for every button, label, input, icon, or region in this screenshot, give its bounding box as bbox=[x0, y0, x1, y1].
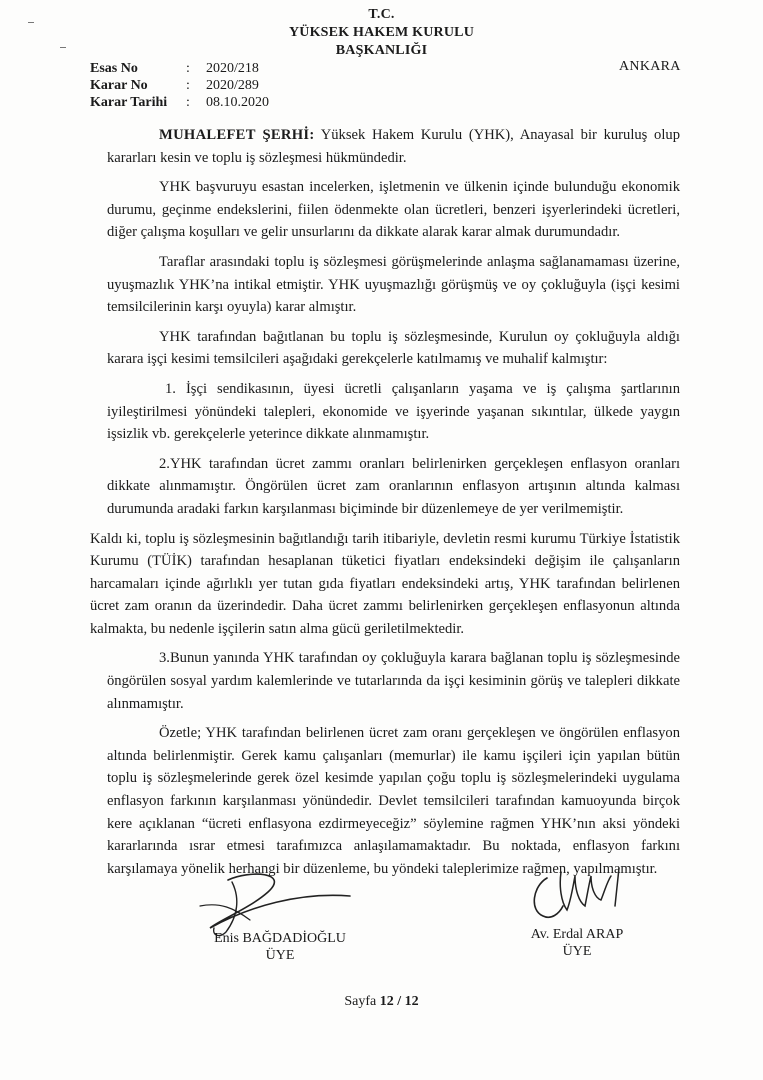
signer-role: ÜYE bbox=[562, 944, 592, 959]
list-item-2: 2.YHK tarafından ücret zammı oranları belirlenirken gerçekleşen enflasyon oranları dikkate alınmamıştır. Öngörülen ücret zam oranlarının enflasyon artışının altında kalması durumunda aradaki farkın karşılanması biçiminde bir düzenlemeye de yer verilmemiştir. bbox=[107, 455, 680, 517]
intro-title: MUHALEFET ŞERHİ: bbox=[159, 127, 315, 143]
page-number-prefix: Sayfa bbox=[344, 994, 380, 1009]
paragraph-4: YHK tarafından bağıtlanan bu toplu iş sözleşmesinde, Kurulun oy çokluğuyla aldığı karara işçi kesimi temsilcileri aşağıdaki gerekçelerle katılmamış ve muhalif kalmıştır: bbox=[107, 328, 680, 368]
signer-name: Av. Erdal ARAP bbox=[530, 927, 624, 942]
intro-text: Yüksek Hakem Kurulu (YHK), Anayasal bir kuruluş olup kararları kesin ve toplu iş sözleşmesi hükmündedir. bbox=[107, 127, 680, 166]
signature-block-left bbox=[200, 930, 360, 964]
meta-label: Karar No bbox=[90, 78, 148, 93]
signature-right-icon bbox=[515, 862, 630, 932]
meta-value: 08.10.2020 bbox=[206, 95, 269, 110]
meta-colon: : bbox=[186, 95, 190, 110]
header-line-1: T.C. bbox=[368, 7, 395, 22]
signer-name: Enis BAĞDADİOĞLU bbox=[214, 931, 346, 946]
meta-label: Karar Tarihi bbox=[90, 95, 168, 110]
intro-paragraph bbox=[107, 124, 680, 169]
city: ANKARA bbox=[619, 59, 681, 74]
list-item-1: 1. İşçi sendikasının, üyesi ücretli çalışanların yaşama ve iş çalışma şartlarının iyileştirilmesi yönündeki talepleri, ekonomide ve işyerinde yaşanan sıkıntılar, ülkede yaygın işsizlik vb. gerekçelerle yeterince dikkate alınmamıştır. bbox=[107, 380, 680, 443]
header-line-2: YÜKSEK HAKEM KURULU bbox=[288, 25, 475, 40]
meta-value: 2020/289 bbox=[206, 78, 259, 93]
page-number bbox=[0, 994, 763, 1010]
paragraph-6: Özetle; YHK tarafından belirlenen ücret zam oranı gerçekleşen ve öngörülen enflasyon altında belirlenmiştir. Gerek kamu çalışanları (memurlar) ile kamu işçileri için yapılan bütün toplu iş sözleşmelerinde gerek özel kesimde yapılan çoğu toplu iş sözleşmelerindeki uygulama enflasyon farkının karşılanması yönündedir. Devlet temsilcileri tarafından kamuoyunda birçok kere açıklanan “ücreti enflasyona ezdirmeyeceğiz” söylemine rağmen YHK’nın aksi yöndeki kararlarında ısrar etmesi tarafımızca anlaşılamamaktadır. Bu noktada, enflasyon farkını karşılamaya yönelik herhangi bir düzenleme, bu yöndeki taleplerimize rağmen, yapılmamıştır. bbox=[107, 725, 680, 877]
signature-block-right bbox=[512, 926, 642, 960]
list-item-3: 3.Bunun yanında YHK tarafından oy çokluğuyla karara bağlanan toplu iş sözleşmesinde öngörülen sosyal yardım kalemlerinde ve tutarlarında da işçi kesiminin görüş ve talepleri dikkate alınmamıştır. bbox=[107, 650, 680, 712]
paragraph-2: YHK başvuruyu esastan incelerken, işletmenin ve ülkenin içinde bulunduğu ekonomik durumu, geçinme endekslerini, fiilen ödenmekte olan ücretleri, benzeri işyerlerindeki ücretleri, diğer çalışma koşulları ve gelir unsurlarını da dikkate alarak karar almak durumundadır. bbox=[107, 179, 680, 241]
meta-label: Esas No bbox=[90, 61, 138, 76]
signer-role: ÜYE bbox=[265, 948, 295, 963]
meta-colon: : bbox=[186, 78, 190, 93]
page-number-value: 12 / 12 bbox=[379, 994, 419, 1009]
paragraph-3: Taraflar arasındaki toplu iş sözleşmesi görüşmelerinde anlaşma sağlanamaması üzerine, uyuşmazlık YHK’na intikal etmiştir. YHK uyuşmazlığı görüşmüş ve oy çokluğuyla (işçi kesimi temsilcilerinin karşı oyuyla) karar almıştır. bbox=[107, 253, 680, 316]
paragraph-5: Kaldı ki, toplu iş sözleşmesinin bağıtlandığı tarih itibariyle, devletin resmi kurumu Türkiye İstatistik Kurumu (TÜİK) tarafından hesaplanan tüketici fiyatları endeksindeki değişim ile çalışanların harcamaları içinde ağırlıklı yer tutan gıda fiyatları endeksindeki artış, YHK tarafından belirlenen ücret zam oranın da üzerindedir. Daha ücret zammı belirlenirken gerçekleşen enflasyonun altında kalmakta, bu nedenle işçilerin satın alma gücü geriletilmektedir. bbox=[90, 530, 680, 637]
document-body bbox=[90, 124, 680, 887]
header-line-3: BAŞKANLIĞI bbox=[335, 43, 428, 58]
meta-colon: : bbox=[186, 61, 190, 76]
meta-value: 2020/218 bbox=[206, 61, 259, 76]
